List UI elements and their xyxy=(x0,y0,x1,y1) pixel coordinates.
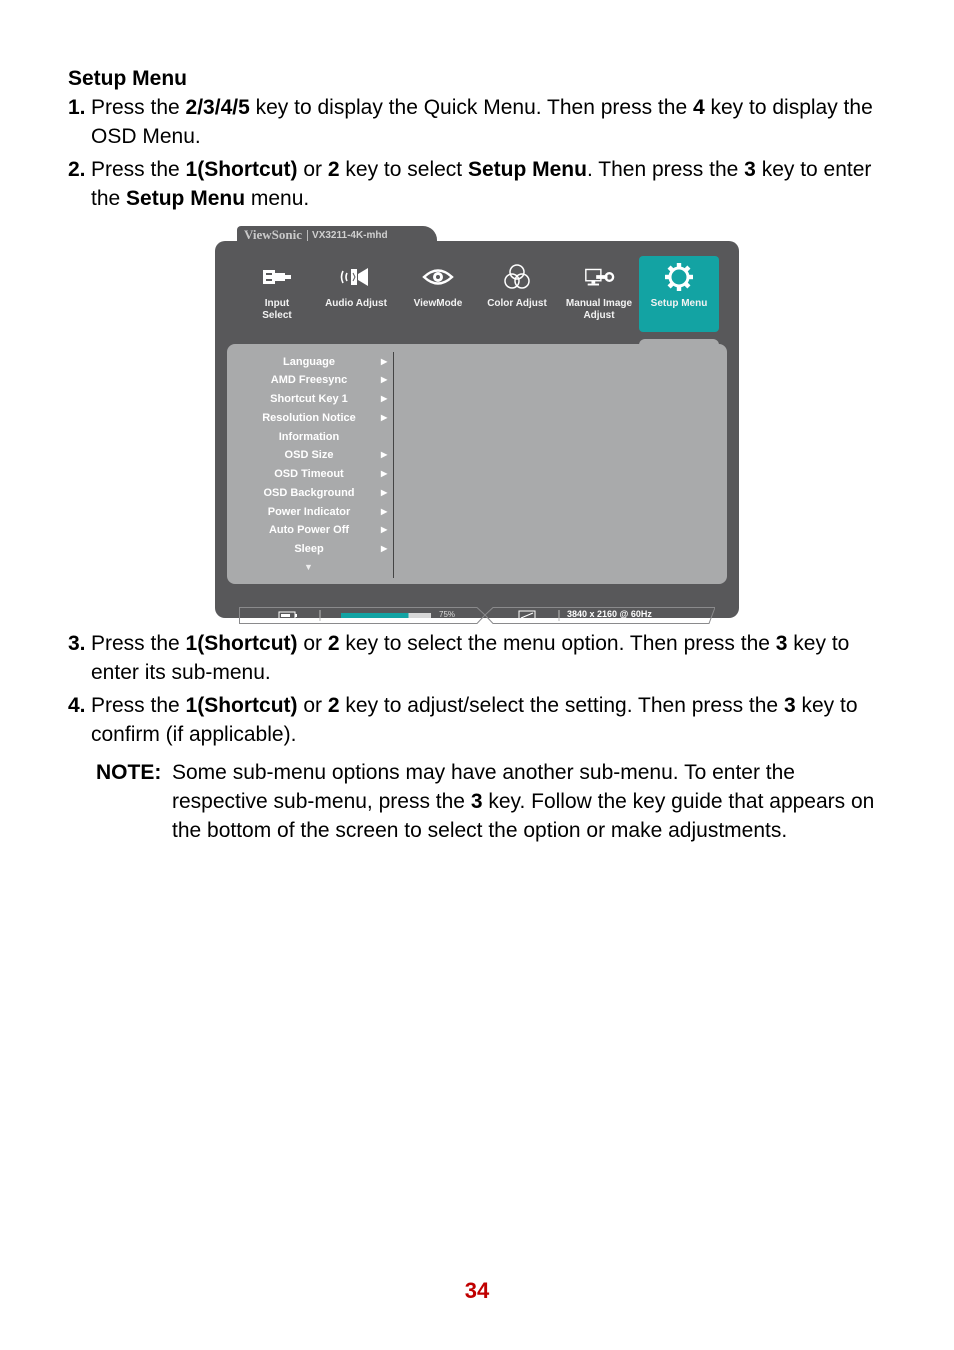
note-block xyxy=(96,758,896,845)
menu-item-label: Auto Power Off xyxy=(268,524,350,536)
menu-item-label: OSD Size xyxy=(284,449,334,461)
resolution-readout: 3840 x 2160 @ 60Hz xyxy=(567,609,652,619)
menu-item-label: Information xyxy=(278,431,340,443)
menu-item-label: OSD Timeout xyxy=(274,468,344,480)
arrow-right-icon: ▶ xyxy=(381,469,388,478)
tab-label: Input Select xyxy=(262,298,292,321)
arrow-right-icon: ▶ xyxy=(381,413,388,422)
step-2 xyxy=(68,155,898,213)
note-text: Some sub-menu options may have another sub-menu. To enter the respective sub-menu, press the 3 key. Follow the key guide that appears on the bottom of the screen to select the option or make adjustments. xyxy=(172,761,875,842)
note-label: NOTE: xyxy=(96,761,162,784)
page-number: 34 xyxy=(464,1278,490,1303)
menu-item-label: OSD Background xyxy=(263,487,355,499)
tab-audio-adjust[interactable] xyxy=(316,256,396,332)
brightness-level-fill xyxy=(341,613,409,618)
osd-content xyxy=(215,241,739,618)
arrow-right-icon: ▶ xyxy=(381,525,388,534)
speaker-icon xyxy=(340,262,372,292)
step-4 xyxy=(68,691,898,749)
setup-menu-panel xyxy=(227,344,727,584)
menu-item-label: Language xyxy=(283,356,335,368)
menu-item-label: AMD Freesync xyxy=(270,374,348,386)
eye-icon xyxy=(422,262,454,292)
menu-item-label: Shortcut Key 1 xyxy=(270,393,348,405)
step-3 xyxy=(68,629,898,687)
tab-label: Manual Image Adjust xyxy=(565,298,633,321)
osd-status-bar xyxy=(239,607,715,624)
arrow-right-icon: ▶ xyxy=(381,450,388,459)
brightness-percent: 75% xyxy=(439,610,456,619)
menu-item-language[interactable] xyxy=(245,354,395,372)
menu-item-power-indicator[interactable] xyxy=(245,504,395,522)
arrow-right-icon: ▶ xyxy=(381,507,388,516)
tab-setup-menu[interactable] xyxy=(639,256,719,332)
arrow-right-icon: ▶ xyxy=(381,488,388,497)
arrow-right-icon: ▶ xyxy=(381,357,388,366)
menu-item-label: Resolution Notice xyxy=(262,412,356,424)
menu-item-osd-timeout[interactable] xyxy=(245,466,395,484)
menu-item-information[interactable] xyxy=(245,429,395,447)
step-1 xyxy=(68,93,898,151)
input-select-icon xyxy=(261,262,293,292)
tab-label: Audio Adjust xyxy=(325,298,387,309)
step-text: Press the 2/3/4/5 key to display the Quick Menu. Then press the 4 key to display the OSD Menu. xyxy=(91,96,873,148)
step-text: Press the 1(Shortcut) or 2 key to select the menu option. Then press the 3 key to enter its sub-menu. xyxy=(91,632,850,684)
menu-item-label: Sleep xyxy=(294,543,324,555)
menu-item-sleep[interactable] xyxy=(245,541,395,559)
step-text: Press the 1(Shortcut) or 2 key to select Setup Menu. Then press the 3 key to enter the Setup Menu menu. xyxy=(91,158,872,210)
menu-item-shortcut-key-1[interactable] xyxy=(245,391,395,409)
section-heading: Setup Menu xyxy=(68,67,187,90)
color-circles-icon xyxy=(501,262,533,292)
menu-item-amd-freesync[interactable] xyxy=(245,372,395,390)
tab-manual-image-adjust[interactable] xyxy=(559,256,639,332)
tab-label: Setup Menu xyxy=(650,298,708,309)
step-number: 2. xyxy=(68,158,86,181)
step-text: Press the 1(Shortcut) or 2 key to adjust/select the setting. Then press the 3 key to confirm (if applicable). xyxy=(91,694,858,746)
tab-color-adjust[interactable] xyxy=(477,256,557,332)
brand-logo: ViewSonic xyxy=(244,227,303,242)
tab-input-select[interactable] xyxy=(237,256,317,332)
step-number: 1. xyxy=(68,96,86,119)
gear-icon xyxy=(663,262,695,292)
menu-item-osd-background[interactable] xyxy=(245,485,395,503)
arrow-right-icon: ▶ xyxy=(381,544,388,553)
tab-label: ViewMode xyxy=(413,298,463,309)
osd-menu-screenshot xyxy=(215,226,739,618)
scroll-down-icon[interactable]: ▼ xyxy=(304,562,313,572)
step-number: 3. xyxy=(68,632,86,655)
menu-item-label: Power Indicator xyxy=(267,506,351,518)
model-name: VX3211-4K-mhd xyxy=(307,230,388,241)
menu-item-auto-power-off[interactable] xyxy=(245,522,395,540)
arrow-right-icon: ▶ xyxy=(381,375,388,384)
step-number: 4. xyxy=(68,694,86,717)
menu-item-resolution-notice[interactable] xyxy=(245,410,395,428)
tab-viewmode[interactable] xyxy=(398,256,478,332)
monitor-wrench-icon xyxy=(583,262,615,292)
arrow-right-icon: ▶ xyxy=(381,394,388,403)
menu-item-osd-size[interactable] xyxy=(245,447,395,465)
tab-label: Color Adjust xyxy=(487,298,547,309)
